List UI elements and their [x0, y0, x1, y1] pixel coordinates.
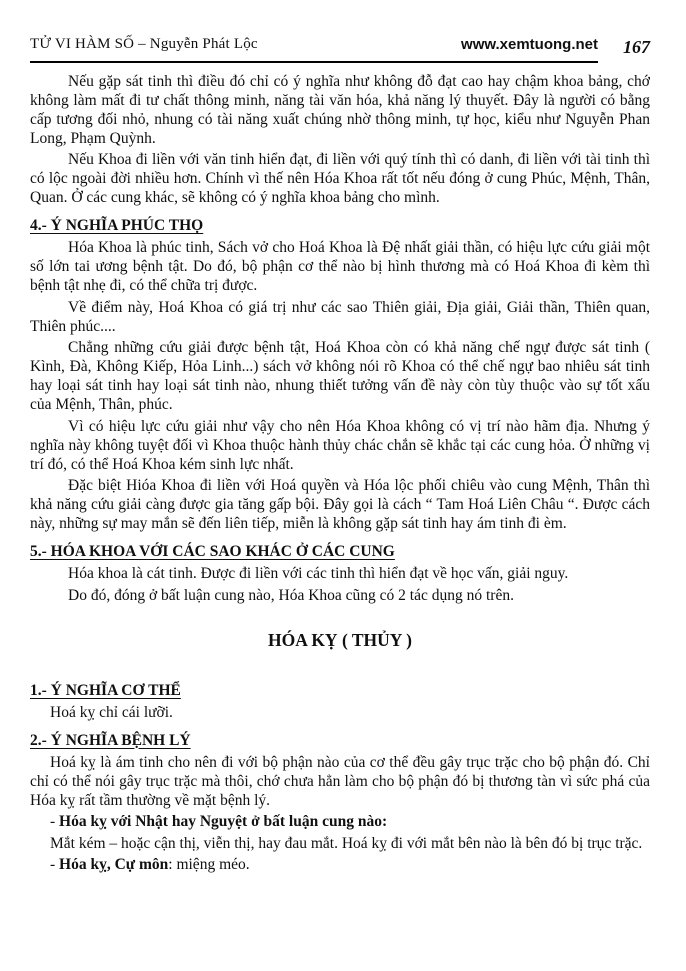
list-item-cu-mon-label: Hóa kỵ, Cự môn	[59, 856, 169, 873]
paragraph-khoa-van-tinh: Nếu Khoa đi liền với văn tinh hiển đạt, đi liền với quý tính thì có danh, đi liền với tài tinh thì có lộc ngoài đời nhiều hơn. Chính vì thế nên Hóa Khoa rất tốt nếu đóng ở cung Phúc, Mệnh, Thân, Quan. Ở các cung khác, sẽ không có ý nghĩa khoa bảng cho mình.	[30, 151, 650, 206]
list-item-dash: -	[50, 813, 60, 830]
section-heading-sao-khac: 5.- HÓA KHOA VỚI CÁC SAO KHÁC Ở CÁC CUNG	[30, 543, 395, 560]
paragraph-cai-luoi: Hoá kỵ chỉ cái lưỡi.	[50, 703, 173, 721]
header-rule	[30, 36, 598, 63]
paragraph-thien-giai: Về điểm này, Hoá Khoa có giá trị như các sao Thiên giải, Địa giải, Giải thần, Thiên quan, Thiên phúc....	[30, 298, 650, 335]
section-heading-benh-ly: 2.- Ý NGHĨA BỆNH LÝ	[30, 731, 191, 749]
chapter-title-hoa-ky: HÓA KỴ ( THỦY )	[268, 629, 412, 650]
paragraph-cat-tinh: Hóa khoa là cát tinh. Được đi liền với các tinh thì hiển đạt về học vấn, giải nguy.	[68, 565, 569, 582]
list-item-nhat-nguyet-label: Hóa kỵ với Nhật hay Nguyệt ở bất luận cung nào:	[59, 813, 388, 830]
list-item-dash: -	[50, 856, 60, 873]
paragraph-mat-kem: Mắt kém – hoặc cận thị, viễn thị, hay đau mắt. Hoá kỵ đi với mắt bên nào là bên đó bị trục trặc.	[50, 834, 643, 852]
paragraph-phuc-tinh: Hóa Khoa là phúc tinh, Sách vở cho Hoá Khoa là Đệ nhất giải thần, có hiệu lực cứu giải một số lớn tai ương bệnh tật. Do đó, bộ phận cơ thể nào bị hình thương mà có Hoá Khoa đi kèm thì bệnh tật nhẹ đi, có thể chữa trị được.	[30, 239, 650, 294]
page-header	[30, 36, 650, 63]
paragraph-hieu-luc-cuu-giai: Vì có hiệu lực cứu giải như vậy cho nên Hóa Khoa không có vị trí nào hãm địa. Nhưng ý nghĩa này không tuyệt đối vì Khoa thuộc hành thủy chác chắn sẽ khắc tại các cung hỏa. Ở những vị trí đó, có thể Hoá Khoa kém sinh lực nhất.	[30, 417, 650, 473]
list-item-cu-mon-text: : miệng méo.	[168, 856, 250, 873]
paragraph-khoa-sat-tinh: Nếu gặp sát tinh thì điều đó chỉ có ý nghĩa như không đỗ đạt cao hay chậm khoa bảng, chớ không làm mất đi tư chất thông minh, năng tài văn hóa, khả năng lý thuyết. Đây là người có bằng cấp tương đối nhỏ, nhung có tài năng xuất chúng nhờ thông minh, tự học, kiểu như Nguyễn Phan Long, Phạm Quỳnh.	[30, 72, 650, 147]
website-url: www.xemtuong.net	[461, 36, 598, 53]
paragraph-am-tinh: Hoá kỵ là ám tinh cho nên đi với bộ phận nào của cơ thể đều gây trục trặc cho bộ phận đó. Chỉ chỉ có thể nói gây trục trặc mà thôi, chớ chưa hẳn làm cho bộ phận đó bị thương tàn vì sức phá của Hóa kỵ rất tầm thường về mặt bệnh lý.	[30, 753, 650, 809]
page-number: 167	[623, 37, 650, 57]
section-heading-co-the: 1.- Ý NGHĨA CƠ THỂ	[30, 681, 181, 699]
book-title: TỬ VI HÀM SỐ – Nguyễn Phát Lộc	[30, 36, 258, 52]
list-item-nhat-nguyet	[30, 812, 650, 831]
paragraph-che-ngu-sat-tinh: Chẳng những cứu giải được bệnh tật, Hoá Khoa còn có khả năng chế ngự được sát tinh ( Kình, Đà, Không Kiếp, Hỏa Linh...) sách vở không nói rõ Khoa có thể chế ngự bao nhiêu sát tinh hay loại sát tinh hay loại sát tinh nào, nhung thiết tưởng vấn đề này còn tùy thuộc vào sự tốt xấu của Mệnh, Thân, phúc.	[30, 339, 650, 413]
section-heading-phuc-tho: 4.- Ý NGHĨA PHÚC THỌ	[30, 217, 204, 234]
paragraph-tam-hoa-lien-chau: Đặc biệt Hióa Khoa đi liền với Hoá quyền và Hóa lộc phối chiêu vào cung Mệnh, Thân thì khả năng cứu giải càng được gia tăng gấp bội. Đây gọi là cách “ Tam Hoá Liên Châu “. Được cách này, những sự may mắn sẽ đến liên tiếp, miễn là không gặp sát tinh hay ám tinh đi èm.	[30, 477, 650, 532]
paragraph-tac-dung: Do đó, đóng ở bất luận cung nào, Hóa Khoa cũng có 2 tác dụng nó trên.	[68, 586, 514, 604]
list-item-cu-mon	[30, 855, 650, 874]
page-content	[30, 63, 650, 874]
